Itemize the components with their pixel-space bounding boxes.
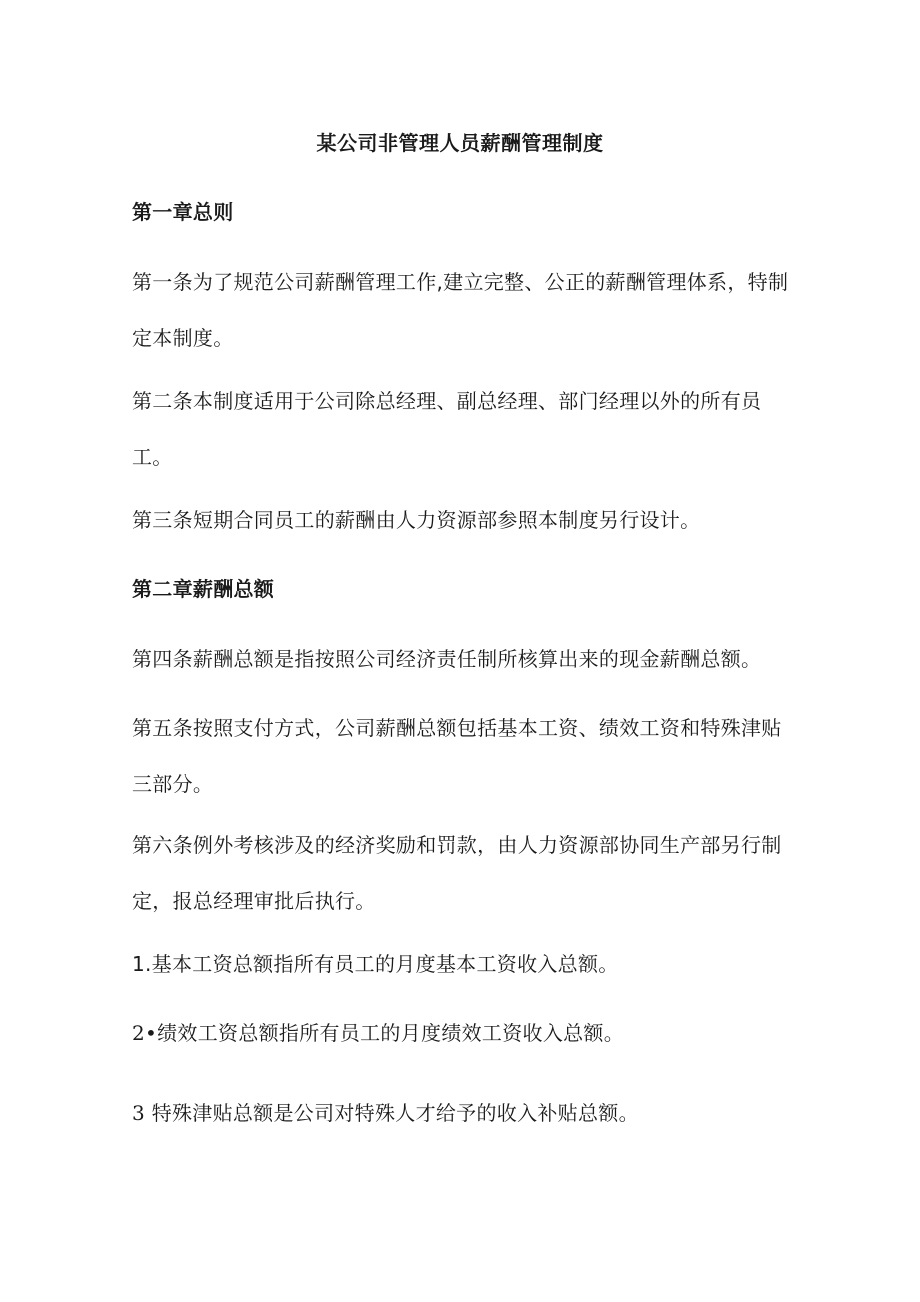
- list-item-2: [132, 1005, 792, 1061]
- list-item-3-number: 3: [132, 1101, 152, 1125]
- article-4-line-1: 第四条薪酬总额是指按照公司经济责任制所核算出来的现金薪酬总额。: [132, 647, 762, 671]
- article-6-line-2: 定，报总经理审批后执行。: [132, 889, 376, 913]
- list-item-2-text: [132, 1005, 792, 1061]
- article-1: [132, 254, 792, 366]
- article-3-line-1: 第三条短期合同员工的薪酬由人力资源部参照本制度另行设计。: [132, 508, 701, 532]
- article-4: [132, 631, 792, 687]
- article-2: [132, 373, 792, 485]
- chapter-1-heading: 第一章总则: [132, 200, 234, 224]
- article-2-line-1: 第二条本制度适用于公司除总经理、副总经理、部门经理以外的所有员: [132, 389, 762, 413]
- article-5-line-1: 第五条按照支付方式，公司薪酬总额包括基本工资、绩效工资和特殊津贴: [132, 716, 782, 740]
- list-item-2-number: 2•: [132, 1021, 158, 1045]
- article-5: [132, 700, 792, 812]
- article-6: [132, 817, 792, 929]
- list-item-2-body: 绩效工资总额指所有员工的月度绩效工资收入总额。: [157, 1021, 625, 1045]
- article-5-line-2: 三部分。: [132, 772, 214, 796]
- list-item-1: [132, 936, 792, 992]
- article-3: [132, 492, 792, 548]
- article-1-line-1: 第一条为了规范公司薪酬管理工作,建立完整、公正的薪酬管理体系，特制: [132, 270, 789, 294]
- chapter-2-heading: 第二章薪酬总额: [132, 577, 275, 601]
- list-item-3-body: 特殊津贴总额是公司对特殊人才给予的收入补贴总额。: [151, 1101, 639, 1125]
- article-2-line-2: 工。: [132, 445, 173, 469]
- document-title: 某公司非管理人员薪酬管理制度: [316, 131, 604, 155]
- list-item-3-text: [132, 1085, 792, 1141]
- list-item-1-text: 1.基本工资总额指所有员工的月度基本工资收入总额。: [132, 952, 619, 976]
- list-item-3: [132, 1085, 792, 1141]
- article-1-line-2: 定本制度。: [132, 326, 234, 350]
- article-6-line-1: 第六条例外考核涉及的经济奖励和罚款，由人力资源部协同生产部另行制: [132, 833, 782, 857]
